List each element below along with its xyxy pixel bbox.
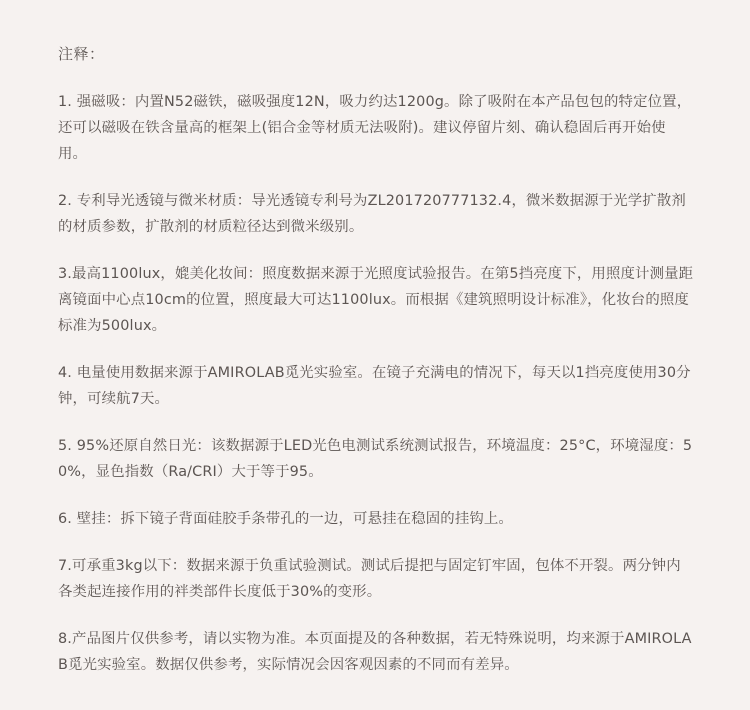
note-patent-lens: 2. 专利导光透镜与微米材质：导光透镜专利号为ZL201720777132.4，微米数据源于光学扩散剂的材质参数，扩散剂的材质粒径达到微米级别。 <box>58 193 686 235</box>
note-battery: 4. 电量使用数据来源于AMIROLAB觅光实验室。在镜子充满电的情况下，每天以1挡亮度使用30分钟，可续航7天。 <box>58 365 691 407</box>
note-wall-hang: 6. 壁挂：拆下镜子背面硅胶手条带孔的一边，可悬挂在稳固的挂钩上。 <box>58 511 513 527</box>
note-disclaimer: 8.产品图片仅供参考，请以实物为准。本页面提及的各种数据，若无特殊说明，均来源于AMIROLAB觅光实验室。数据仅供参考，实际情况会因客观因素的不同而有差异。 <box>58 631 692 673</box>
note-magnetic: 1. 强磁吸：内置N52磁铁，磁吸强度12N，吸力约达1200g。除了吸附在本产品包包的特定位置，还可以磁吸在铁含量高的框架上(铝合金等材质无法吸附)。建议停留片刻、确认稳固后再开始使用。 <box>58 94 692 162</box>
note-daylight: 5. 95%还原自然日光：该数据源于LED光色电测试系统测试报告，环境温度：25°C，环境湿度：50%，显色指数（Ra/CRI）大于等于95。 <box>58 438 693 480</box>
note-illuminance: 3.最高1100lux，媲美化妆间：照度数据来源于光照度试验报告。在第5挡亮度下，用照度计测量距离镜面中心点10cm的位置，照度最大可达1100lux。而根据《建筑照明设计标准》，化妆台的照度标准为500lux。 <box>58 266 694 334</box>
notes-title: 注释： <box>58 45 105 63</box>
note-load-bearing: 7.可承重3kg以下：数据来源于负重试验测试。测试后提把与固定钉牢固，包体不开裂。两分钟内各类起连接作用的袢类部件长度低于30%的变形。 <box>58 558 681 600</box>
